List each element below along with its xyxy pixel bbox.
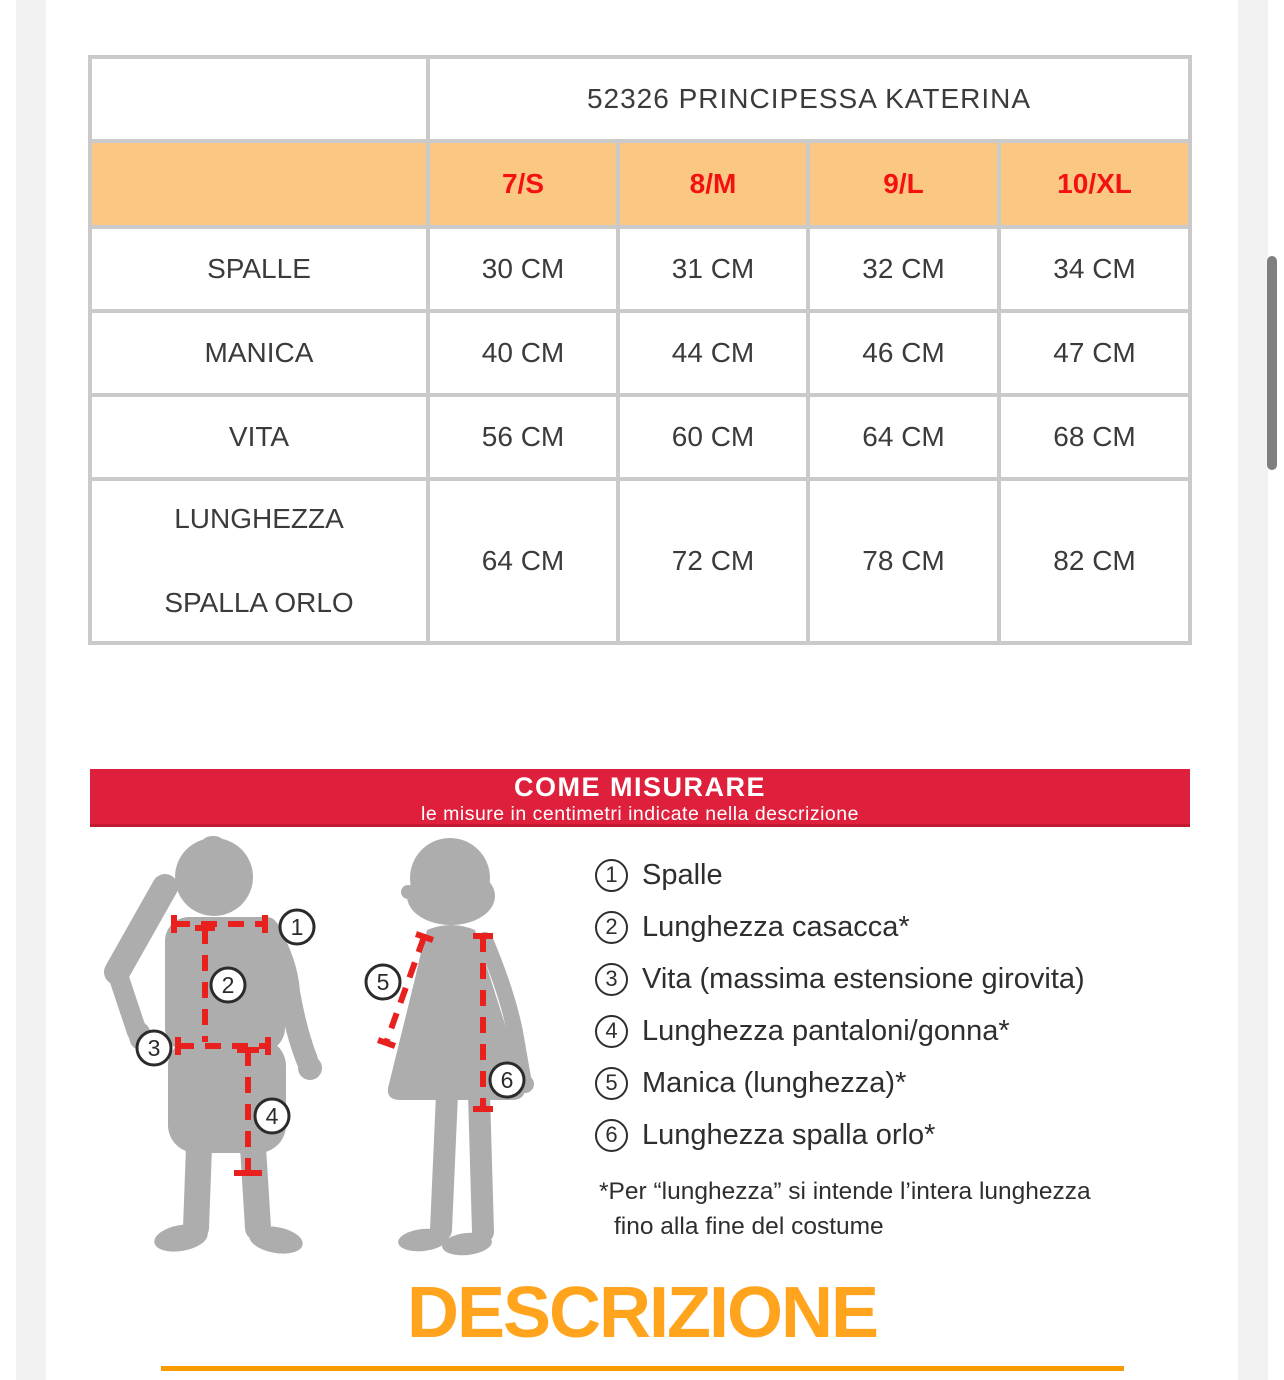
marker-circle-1: [280, 910, 314, 944]
legend-item-manica: [595, 1057, 1085, 1109]
table-row: [90, 227, 1190, 311]
empty-corner-cell: [90, 57, 428, 141]
measurement-value-cell: 64 CM: [428, 479, 618, 643]
svg-text:3: 3: [147, 1035, 161, 1061]
footnote-line2: fino alla fine del costume: [614, 1213, 884, 1240]
marker-circle-5: [366, 965, 400, 999]
measurement-value-cell: 30 CM: [428, 227, 618, 311]
svg-text:4: 4: [265, 1103, 279, 1129]
page-gutter-right: [1238, 0, 1268, 1380]
legend-item-label: Lunghezza casacca*: [642, 910, 910, 943]
product-title-cell: 52326 PRINCIPESSA KATERINA: [428, 57, 1190, 141]
legend-item-lunghezza-casacca: [595, 901, 1085, 953]
size-header-cell: 8/M: [618, 141, 808, 227]
size-header-cell: 10/XL: [999, 141, 1190, 227]
measurement-value-cell: 82 CM: [999, 479, 1190, 643]
marker-circle-6: [490, 1063, 524, 1097]
legend-item-lunghezza-spalla-orlo: [595, 1109, 1085, 1161]
row-label-line2: SPALLA ORLO: [164, 587, 354, 618]
measurement-value-cell: 31 CM: [618, 227, 808, 311]
legend-item-label: Lunghezza pantaloni/gonna*: [642, 1014, 1010, 1047]
measurement-row-label: SPALLE: [90, 227, 428, 311]
girl-silhouette: [388, 838, 534, 1257]
marker-circle-4: [255, 1099, 289, 1133]
legend-item-label: Manica (lunghezza)*: [642, 1066, 907, 1099]
banner-subtitle: le misure in centimetri indicate nella descrizione: [421, 803, 859, 825]
legend-number-badge: 2: [595, 911, 628, 944]
measurement-value-cell: 32 CM: [808, 227, 999, 311]
description-divider: [161, 1366, 1124, 1371]
banner-title: COME MISURARE: [513, 772, 766, 802]
svg-text:5: 5: [376, 969, 390, 995]
table-row: [90, 311, 1190, 395]
measurement-value-cell: 72 CM: [618, 479, 808, 643]
table-row: [90, 479, 1190, 643]
size-header-cell: 7/S: [428, 141, 618, 227]
legend-item-lunghezza-pantaloni: [595, 1005, 1085, 1057]
svg-text:2: 2: [221, 972, 235, 998]
length-footnote: [599, 1174, 1091, 1244]
measurement-value-cell: 40 CM: [428, 311, 618, 395]
measurement-value-cell: 34 CM: [999, 227, 1190, 311]
how-to-measure-banner: [90, 769, 1190, 827]
scrollbar-thumb[interactable]: [1267, 256, 1277, 470]
measurement-value-cell: 78 CM: [808, 479, 999, 643]
svg-text:1: 1: [290, 914, 304, 940]
size-row-empty-cell: [90, 141, 428, 227]
measurement-row-label: VITA: [90, 395, 428, 479]
row-label-line1: LUNGHEZZA: [174, 503, 344, 534]
size-header-cell: 9/L: [808, 141, 999, 227]
legend-number-badge: 6: [595, 1119, 628, 1152]
legend-item-label: Vita (massima estensione girovita): [642, 962, 1085, 995]
svg-text:6: 6: [500, 1067, 514, 1093]
measurement-value-cell: 44 CM: [618, 311, 808, 395]
footnote-line1: *Per “lunghezza” si intende l’intera lunghezza: [599, 1178, 1091, 1205]
measurement-value-cell: 56 CM: [428, 395, 618, 479]
measurement-value-cell: 68 CM: [999, 395, 1190, 479]
measurement-value-cell: 47 CM: [999, 311, 1190, 395]
legend-number-badge: 4: [595, 1015, 628, 1048]
legend-number-badge: 1: [595, 859, 628, 892]
measurement-value-cell: 60 CM: [618, 395, 808, 479]
legend-item-label: Lunghezza spalla orlo*: [642, 1118, 936, 1151]
marker-circle-3: [137, 1031, 171, 1065]
measurement-legend: [595, 849, 1085, 1161]
measurement-value-cell: 64 CM: [808, 395, 999, 479]
measurement-row-label: [90, 479, 428, 643]
legend-item-spalle: [595, 849, 1085, 901]
description-heading: DESCRIZIONE: [406, 1273, 878, 1353]
size-chart-table: [88, 55, 1192, 645]
measurement-row-label: MANICA: [90, 311, 428, 395]
page-gutter-left: [16, 0, 46, 1380]
measurement-diagram: [95, 832, 565, 1257]
legend-item-label: Spalle: [642, 858, 723, 891]
legend-number-badge: 5: [595, 1067, 628, 1100]
legend-item-vita: [595, 953, 1085, 1005]
legend-number-badge: 3: [595, 963, 628, 996]
marker-circle-2: [211, 968, 245, 1002]
measurement-value-cell: 46 CM: [808, 311, 999, 395]
table-row: [90, 395, 1190, 479]
